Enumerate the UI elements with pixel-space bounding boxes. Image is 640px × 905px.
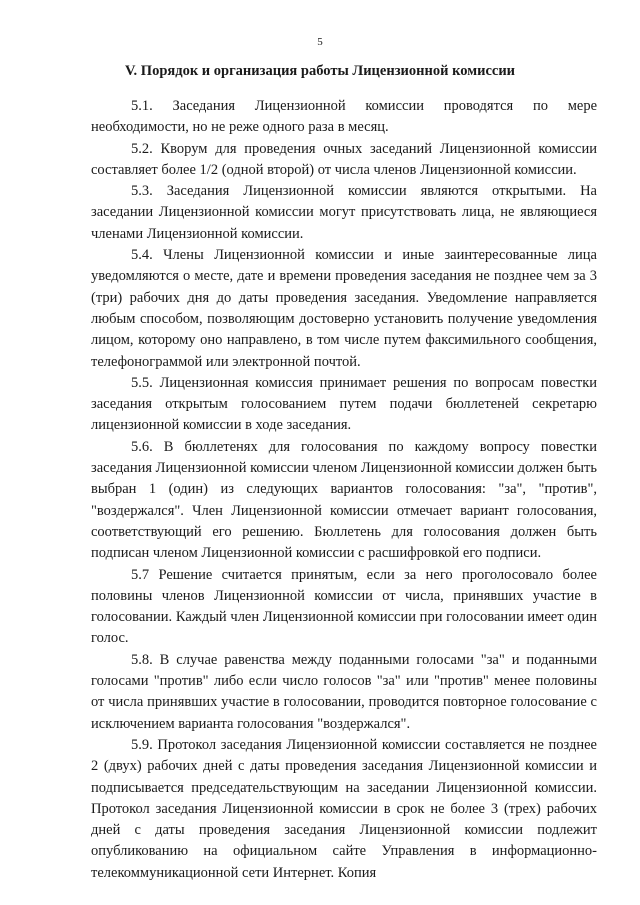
paragraph-5-5: 5.5. Лицензионная комиссия принимает решения по вопросам повестки заседания открытым голосованием путем подачи бюллетеней секретарю лицензионной комиссии в ходе заседания. <box>91 374 597 434</box>
paragraph-5-4: 5.4. Члены Лицензионной комиссии и иные заинтересованные лица уведомляются о месте, дате и времени проведения заседания не позднее чем за 3 (три) рабочих дня до даты проведения заседания. Уведомление направляется любым способом, позволяющим достоверно установить получение уведомления лицом, которому оно направлено, в том числе путем факсимильного сообщения, телефонограммой или электронной почтой. <box>91 247 597 370</box>
paragraph-5-2: 5.2. Кворум для проведения очных заседаний Лицензионной комиссии составляет более 1/2 (одной второй) от числа членов Лицензионной комиссии. <box>91 140 597 178</box>
paragraph-5-6: 5.6. В бюллетенях для голосования по каждому вопросу повестки заседания Лицензионной комиссии членом Лицензионной комиссии должен быть выбран 1 (один) из следующих вариантов голосования: "за", "против", "воздержался". Член Лицензионной комиссии отмечает вариант голосования, соответствующий его решению. Бюллетень для голосования должен быть подписан членом Лицензионной комиссии с расшифровкой его подписи. <box>91 438 597 562</box>
paragraph-5-9: 5.9. Протокол заседания Лицензионной комиссии составляется не позднее 2 (двух) рабочих дней с даты проведения заседания Лицензионной комиссии и подписывается председательствующим на заседании Лицензионной комиссии. Протокол заседания Лицензионной комиссии в срок не более 3 (трех) рабочих дней с даты проведения заседания Лицензионной комиссии подлежит опубликованию на официальном сайте Управления в информационно-телекоммуникационной сети Интернет. Копия <box>91 736 597 881</box>
paragraph-5-7: 5.7 Решение считается принятым, если за него проголосовало более половины членов Лицензионной комиссии от числа, принявших участие в голосовании. Каждый член Лицензионной комиссии при голосовании имеет один голос. <box>91 566 597 647</box>
paragraph-5-3: 5.3. Заседания Лицензионной комиссии являются открытыми. На заседании Лицензионной комиссии могут присутствовать лица, не являющиеся членами Лицензионной комиссии. <box>91 183 597 242</box>
paragraph-5-8: 5.8. В случае равенства между поданными голосами "за" и поданными голосами "против" либо если число голосов "за" или "против" менее половины от числа принявших участие в голосовании, проводится повторное голосование с исключением варианта голосования "воздержался". <box>91 651 597 732</box>
page-number: 5 <box>317 36 323 48</box>
section-heading: V. Порядок и организация работы Лицензионной комиссии <box>124 63 516 79</box>
document-body <box>91 96 597 884</box>
paragraph-5-1: 5.1. Заседания Лицензионной комиссии проводятся по мере необходимости, но не реже одного раза в месяц. <box>91 98 597 136</box>
